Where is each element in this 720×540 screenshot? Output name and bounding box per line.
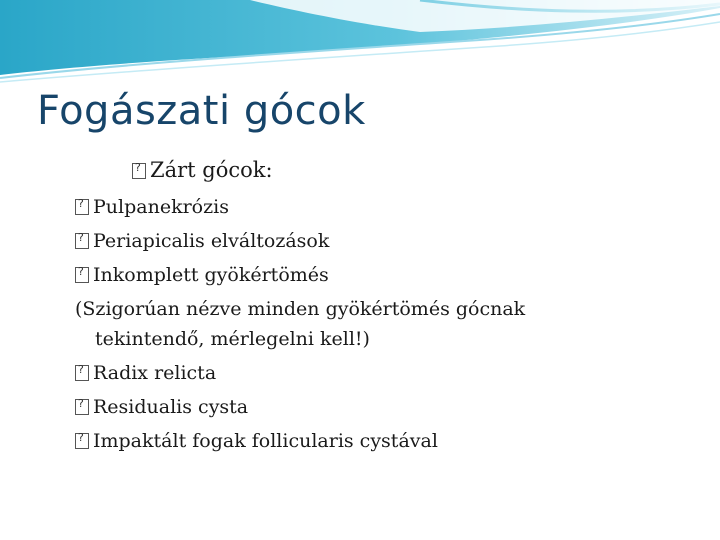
unknown-glyph-icon xyxy=(75,365,89,381)
slide-title: Fogászati gócok xyxy=(37,88,366,134)
unknown-glyph-icon xyxy=(75,433,89,449)
list-item-text: Zárt gócok: xyxy=(150,158,273,182)
note-line-2: tekintendő, mérlegelni kell!) xyxy=(95,328,370,350)
list-item xyxy=(75,230,329,252)
list-item-text: Impaktált fogak follicularis cystával xyxy=(93,430,438,452)
unknown-glyph-icon xyxy=(75,199,89,215)
unknown-glyph-icon xyxy=(75,267,89,283)
unknown-glyph-icon xyxy=(75,399,89,415)
list-item-text: Radix relicta xyxy=(93,362,217,384)
list-item-text: Inkomplett gyökértömés xyxy=(93,264,329,286)
list-item xyxy=(75,430,438,452)
list-item xyxy=(75,264,329,286)
list-item-text: Residualis cysta xyxy=(93,396,249,418)
list-item xyxy=(75,362,216,384)
unknown-glyph-icon xyxy=(75,233,89,249)
list-item-level1 xyxy=(132,158,273,182)
unknown-glyph-icon xyxy=(132,163,146,179)
list-item xyxy=(75,396,248,418)
list-item-text: Periapicalis elváltozások xyxy=(93,230,330,252)
list-item xyxy=(75,196,229,218)
note-line-1: (Szigorúan nézve minden gyökértömés gócnak xyxy=(75,298,526,320)
list-item-text: Pulpanekrózis xyxy=(93,196,229,218)
